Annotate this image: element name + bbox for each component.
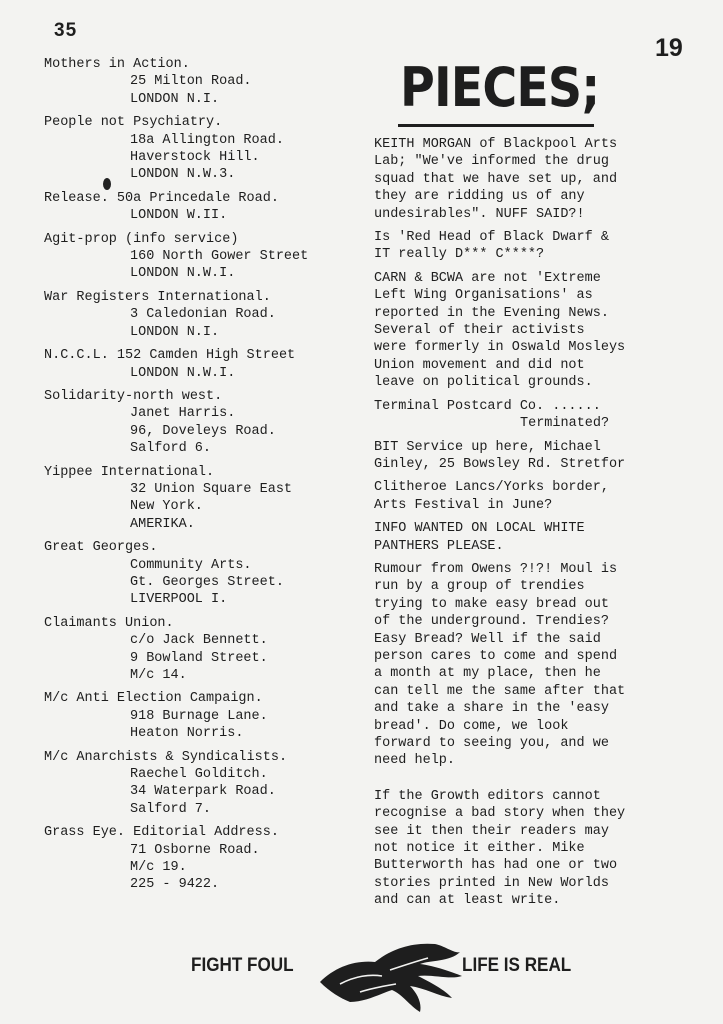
piece-line: INFO WANTED ON LOCAL WHITE <box>374 521 585 537</box>
address-entry <box>44 824 344 894</box>
address-line: LONDON N.W.I. <box>130 365 236 381</box>
piece-line-indented: Terminated? <box>520 416 610 432</box>
address-name: N.C.C.L. 152 Camden High Street <box>44 348 296 364</box>
address-line: Janet Harris. <box>130 406 236 422</box>
piece-line: person cares to come and spend <box>374 648 618 664</box>
piece-line: can tell me the same after that <box>374 683 626 699</box>
address-name: Yippee International. <box>44 464 215 480</box>
address-line: c/o Jack Bennett. <box>130 633 268 649</box>
address-name: Mothers in Action. <box>44 57 190 72</box>
piece-line: stories printed in New Worlds <box>374 875 609 891</box>
address-line: 3 Caledonian Road. <box>130 307 276 323</box>
address-name: M/c Anarchists & Syndicalists. <box>44 749 288 765</box>
address-line: Community Arts. <box>130 557 252 573</box>
address-name: M/c Anti Election Campaign. <box>44 691 263 707</box>
piece-line: Arts Festival in June? <box>374 497 553 513</box>
address-entry <box>44 347 344 382</box>
address-line: Haverstock Hill. <box>130 150 260 166</box>
address-line: 918 Burnage Lane. <box>130 708 268 724</box>
piece-line: forward to seeing you, and we <box>374 736 609 751</box>
piece-line: If the Growth editors cannot <box>374 788 601 804</box>
piece-line: Lab; "We've informed the drug <box>374 154 609 170</box>
piece-paragraph <box>374 788 649 910</box>
address-line: New York. <box>130 499 203 515</box>
address-line: 225 - 9422. <box>130 877 220 893</box>
piece-line: recognise a bad story when they <box>374 806 626 822</box>
piece-line: and can at least write. <box>374 893 561 909</box>
address-name: Agit-prop (info service) <box>44 231 239 247</box>
piece-line: not notice it either. Mike <box>374 841 585 857</box>
address-entry <box>44 231 344 283</box>
address-line: LIVERPOOL I. <box>130 592 228 608</box>
pieces-column <box>374 136 649 916</box>
piece-line: Butterworth has had one or two <box>374 858 618 874</box>
piece-line: Easy Bread? Well if the said <box>374 631 601 647</box>
address-entry <box>44 114 344 184</box>
piece-line: Ginley, 25 Bowsley Rd. Stretfor <box>374 456 626 472</box>
address-name: Solidarity-north west. <box>44 388 223 404</box>
piece-line: BIT Service up here, Michael <box>374 439 601 455</box>
piece-line: IT really D*** C****? <box>374 247 545 263</box>
address-line: 160 North Gower Street <box>130 249 309 265</box>
piece-line: a month at my place, then he <box>374 666 601 682</box>
piece-paragraph <box>374 270 649 392</box>
hand-icon <box>310 932 470 1017</box>
address-entry <box>44 190 344 225</box>
address-entry <box>44 539 344 609</box>
address-name: Claimants Union. <box>44 615 174 631</box>
address-name: People not Psychiatry. <box>44 115 223 131</box>
address-line: LONDON W.II. <box>130 208 228 224</box>
footer-slogan-right: LIFE IS REAL <box>462 955 572 976</box>
footer-slogan-left: FIGHT FOUL <box>191 955 294 976</box>
address-line: 9 Bowland Street. <box>130 650 268 666</box>
piece-line: reported in the Evening News. <box>374 305 609 321</box>
address-line: 34 Waterpark Road. <box>130 784 276 800</box>
address-line: AMERIKA. <box>130 516 195 532</box>
piece-line: were formerly in Oswald Mosleys <box>374 340 626 356</box>
piece-paragraph <box>374 136 649 223</box>
piece-line: trying to make easy bread out <box>374 596 609 612</box>
address-line: LONDON N.W.3. <box>130 167 236 183</box>
address-name: War Registers International. <box>44 289 271 305</box>
address-line: 96, Doveleys Road. <box>130 423 276 439</box>
address-entry <box>44 690 344 742</box>
address-line: Raechel Golditch. <box>130 767 268 783</box>
piece-line: Several of their activists <box>374 323 585 339</box>
address-line: 32 Union Square East <box>130 481 293 497</box>
piece-line: need help. <box>374 753 456 769</box>
piece-line: Left Wing Organisations' as <box>374 288 593 304</box>
piece-line: run by a group of trendies <box>374 579 585 595</box>
piece-paragraph <box>374 229 649 264</box>
piece-line: PANTHERS PLEASE. <box>374 538 504 554</box>
piece-line: Terminal Postcard Co. ...... <box>374 398 601 414</box>
piece-paragraph <box>374 520 649 555</box>
page-title: PIECES; <box>400 56 600 119</box>
address-name: Grass Eye. Editorial Address. <box>44 825 279 841</box>
address-line: LONDON N.W.I. <box>130 266 236 282</box>
page-number-left: 35 <box>54 20 78 41</box>
piece-paragraph <box>374 479 649 514</box>
address-line: Heaton Norris. <box>130 726 244 742</box>
piece-line: Rumour from Owens ?!?! Moul is <box>374 561 618 577</box>
paragraph-gap <box>374 776 649 788</box>
address-line: M/c 19. <box>130 860 187 876</box>
piece-paragraph <box>374 439 649 474</box>
piece-line: see it then their readers may <box>374 823 609 839</box>
address-line: Salford 7. <box>130 801 212 817</box>
piece-line: Is 'Red Head of Black Dwarf & <box>374 230 609 246</box>
piece-line: Clitheroe Lancs/Yorks border, <box>374 480 609 496</box>
address-name: Great Georges. <box>44 540 158 556</box>
address-name: Release. 50a Princedale Road. <box>44 190 279 206</box>
address-entry <box>44 388 344 458</box>
address-entry <box>44 464 344 534</box>
address-entry <box>44 56 344 108</box>
piece-line: CARN & BCWA are not 'Extreme <box>374 270 601 286</box>
address-line: LONDON N.I. <box>130 91 220 107</box>
address-list <box>44 56 344 900</box>
address-entry <box>44 615 344 685</box>
piece-paragraph <box>374 398 649 433</box>
piece-line: and take a share in the 'easy <box>374 701 609 717</box>
piece-paragraph <box>374 561 649 770</box>
piece-line: they are ridding us of any <box>374 189 585 205</box>
address-line: 25 Milton Road. <box>130 74 252 90</box>
piece-line: of the underground. Trendies? <box>374 614 609 630</box>
address-line: 71 Osborne Road. <box>130 842 260 858</box>
address-entry <box>44 749 344 819</box>
piece-line: KEITH MORGAN of Blackpool Arts <box>374 137 618 152</box>
piece-line: leave on political grounds. <box>374 375 593 391</box>
address-line: M/c 14. <box>130 668 187 683</box>
title-underline <box>398 124 594 127</box>
piece-line: Union movement and did not <box>374 357 585 373</box>
address-line: LONDON N.I. <box>130 324 220 340</box>
address-line: 18a Allington Road. <box>130 132 284 148</box>
piece-line: bread'. Do come, we look <box>374 718 569 734</box>
address-line: Salford 6. <box>130 441 212 457</box>
address-entry <box>44 289 344 341</box>
piece-line: undesirables". NUFF SAID?! <box>374 206 585 222</box>
piece-line: squad that we have set up, and <box>374 171 618 187</box>
page-number-right: 19 <box>655 34 683 62</box>
address-line: Gt. Georges Street. <box>130 574 284 590</box>
